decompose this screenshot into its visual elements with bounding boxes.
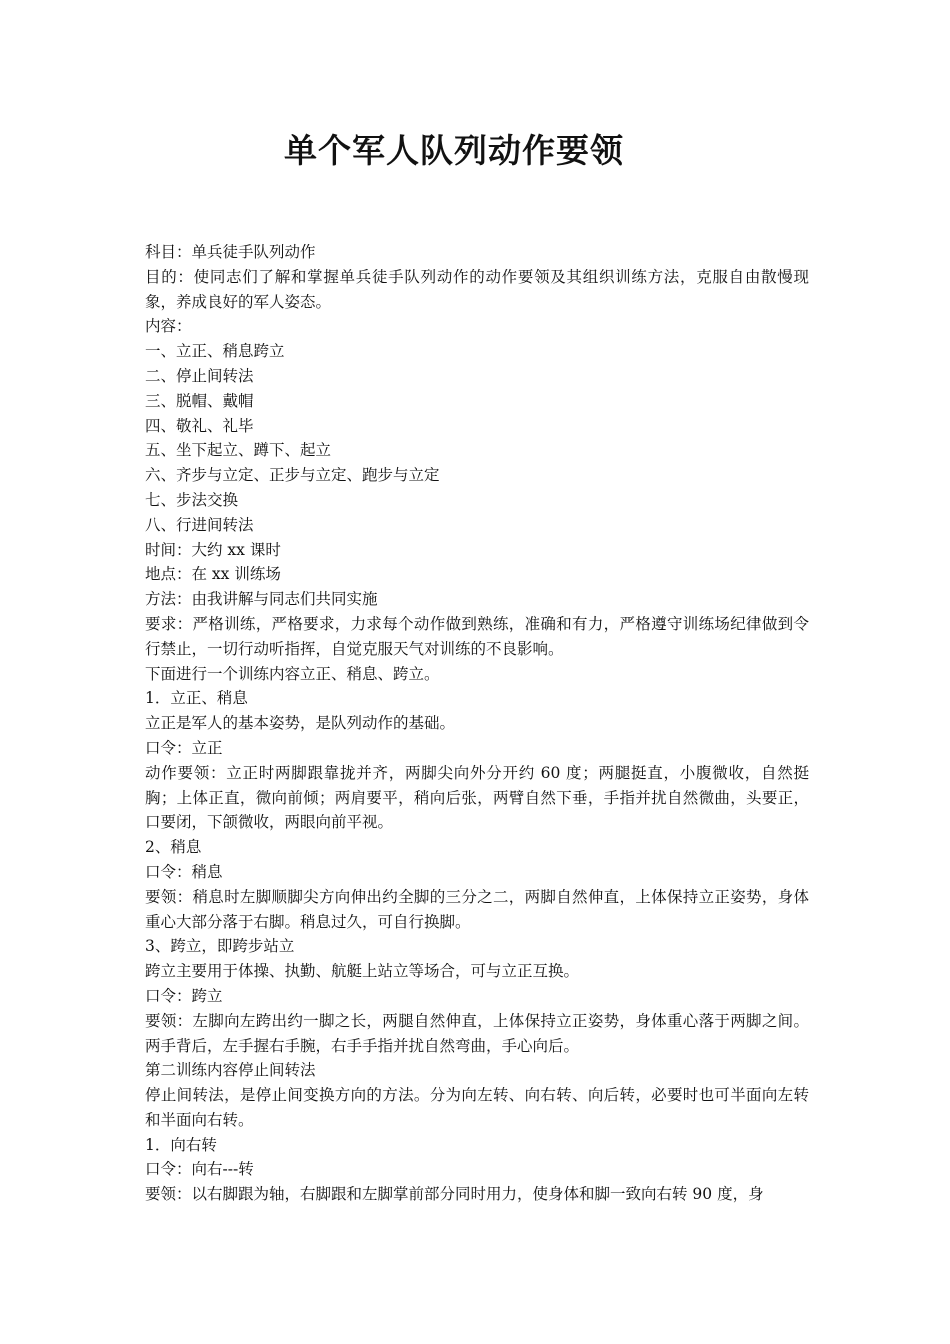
paragraph: 方法：由我讲解与同志们共同实施 — [145, 590, 378, 609]
paragraph: 一、立正、稍息跨立 — [145, 342, 285, 361]
paragraph: 二、停止间转法 — [145, 366, 254, 385]
paragraph: 口令：立正 — [145, 738, 223, 757]
paragraph: 第二训练内容停止间转法 — [145, 1061, 316, 1080]
paragraph: 要求：严格训练，严格要求，力求每个动作做到熟练，准确和有力，严格遵守训练场纪律做到令行禁止，一切行动听指挥，自觉克服天气对训练的不良影响。 — [145, 614, 809, 658]
paragraph: 要领：左脚向左跨出约一脚之长，两腿自然伸直，上体保持立正姿势，身体重心落于两脚之间。两手背后，左手握右手腕，右手手指并扰自然弯曲，手心向后。 — [145, 1011, 809, 1055]
paragraph: 要领：以右脚跟为轴，右脚跟和左脚掌前部分同时用力，使身体和脚一致向右转 90 度，身 — [145, 1185, 764, 1204]
paragraph: 口令：跨立 — [145, 986, 223, 1005]
paragraph: 六、齐步与立定、正步与立定、跑步与立定 — [145, 466, 440, 485]
paragraph: 下面进行一个训练内容立正、稍息、跨立。 — [145, 664, 440, 683]
document-title: 单个军人队列动作要领 — [284, 131, 624, 170]
document-body — [145, 240, 809, 1207]
paragraph: 要领：稍息时左脚顺脚尖方向伸出约全脚的三分之二，两脚自然伸直，上体保持立正姿势，身体重心大部分落于右脚。稍息过久，可自行换脚。 — [145, 887, 809, 931]
paragraph: 五、坐下起立、蹲下、起立 — [145, 441, 332, 460]
paragraph: 立正是军人的基本姿势，是队列动作的基础。 — [145, 714, 456, 733]
paragraph: 口令：稍息 — [145, 862, 223, 881]
paragraph: 科目：单兵徒手队列动作 — [145, 243, 316, 261]
paragraph: 三、脱帽、戴帽 — [145, 391, 254, 410]
paragraph: 七、步法交换 — [145, 490, 239, 509]
paragraph: 动作要领：立正时两脚跟靠拢并齐，两脚尖向外分开约 60 度；两腿挺直，小腹微收，自然挺胸；上体正直，微向前倾；两肩要平，稍向后张，两臂自然下垂，手指并扰自然微曲，头要正，口要闭，下颌微收，两眼向前平视。 — [145, 763, 809, 832]
paragraph: 八、行进间转法 — [145, 515, 254, 534]
paragraph: 停止间转法，是停止间变换方向的方法。分为向左转、向右转、向后转，必要时也可半面向左转和半面向右转。 — [145, 1086, 809, 1129]
paragraph: 内容： — [145, 317, 192, 336]
paragraph: 1．立正、稍息 — [145, 689, 248, 708]
paragraph: 四、敬礼、礼毕 — [145, 416, 254, 435]
paragraph: 3、跨立，即跨步站立 — [145, 937, 295, 956]
paragraph: 2、稍息 — [145, 838, 202, 857]
paragraph: 目的：使同志们了解和掌握单兵徒手队列动作的动作要领及其组织训练方法，克服自由散慢现象，养成良好的军人姿态。 — [145, 267, 809, 311]
paragraph: 地点：在 xx 训练场 — [145, 565, 281, 584]
paragraph: 口令：向右---转 — [145, 1160, 254, 1179]
paragraph: 时间：大约 xx 课时 — [145, 540, 281, 559]
paragraph: 1．向右转 — [145, 1135, 217, 1154]
paragraph: 跨立主要用于体操、执勤、航艇上站立等场合，可与立正互换。 — [145, 962, 580, 981]
